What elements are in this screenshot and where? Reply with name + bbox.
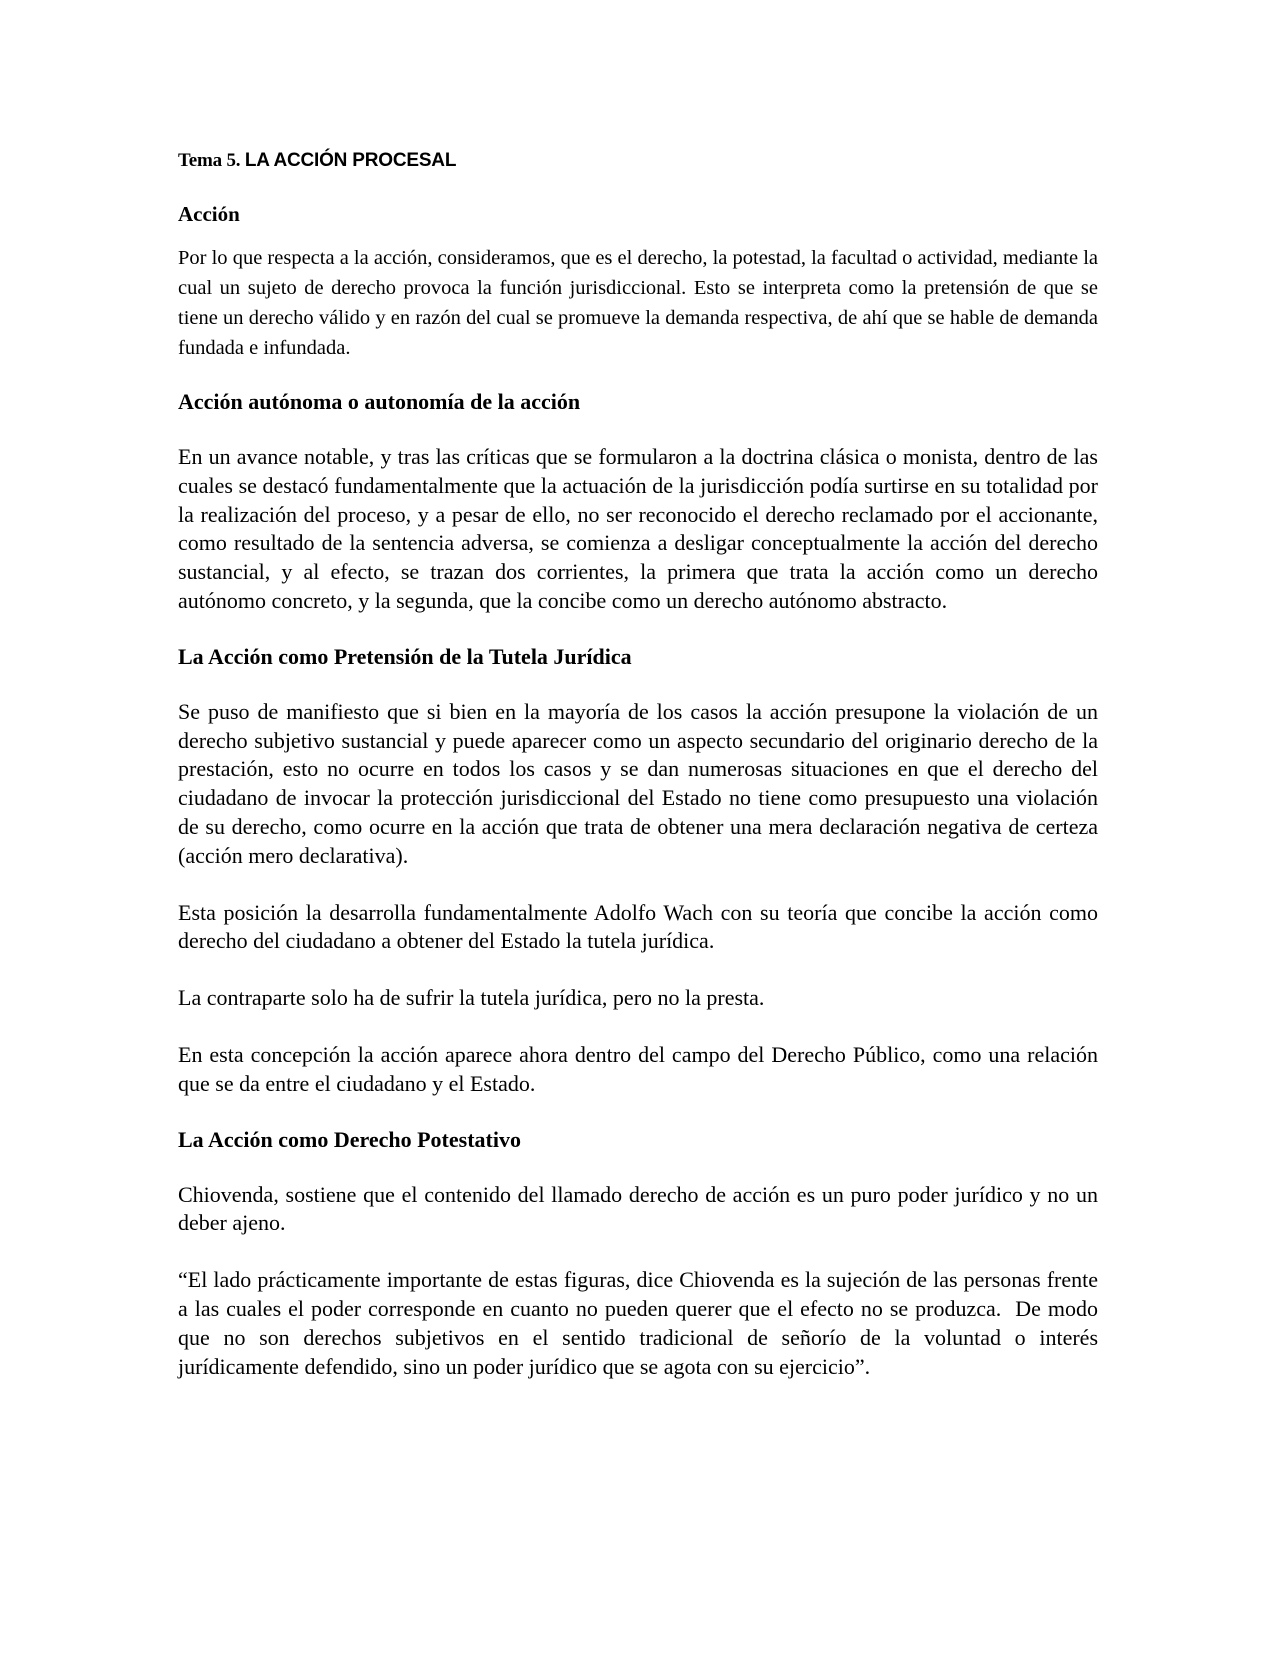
heading-derecho-potestativo: La Acción como Derecho Potestativo <box>178 1126 521 1152</box>
paragraph-potestativo-1: Chiovenda, sostiene que el contenido del llamado derecho de acción es un puro poder jurídico y no un deber ajeno. <box>178 1181 1098 1236</box>
title-main: LA ACCIÓN PROCESAL <box>244 150 457 171</box>
document-page <box>178 150 1104 1409</box>
heading-tutela-juridica: La Acción como Pretensión de la Tutela Jurídica <box>178 643 632 669</box>
paragraph-potestativo-2: “El lado prácticamente importante de estas figuras, dice Chiovenda es la sujeción de las personas frente a las cuales el poder corresponde en cuanto no pueden querer que el efecto no se produzca. De modo que no son derechos subjetivos en el sentido tradicional de señorío de la voluntad o interés jurídicamente defendido, sino un poder jurídico que se agota con su ejercicio”. <box>178 1267 1104 1379</box>
paragraph-tutela-3: La contraparte solo ha de sufrir la tutela jurídica, pero no la presta. <box>178 985 765 1011</box>
heading-accion: Acción <box>178 202 240 226</box>
document-title <box>178 150 1098 172</box>
paragraph-tutela-4: En esta concepción la acción aparece ahora dentro del campo del Derecho Público, como una relación que se da entre el ciudadano y el Estado. <box>178 1041 1098 1096</box>
heading-accion-autonoma: Acción autónoma o autonomía de la acción <box>178 389 581 414</box>
paragraph-accion-autonoma: En un avance notable, y tras las críticas que se formularon a la doctrina clásica o monista, dentro de las cuales se destacó fundamentalmente que la actuación de la jurisdicción podía surtirse en su totalidad por la realización del proceso, y a pesar de ello, no ser reconocido el derecho reclamado por el accionante, como resultado de la sentencia adversa, se comienza a desligar conceptualmente la acción del derecho sustancial, y al efecto, se trazan dos corrientes, la primera que trata la acción como un derecho autónomo concreto, y la segunda, que la concibe como un derecho autónomo abstracto. <box>178 444 1098 613</box>
paragraph-tutela-1: Se puso de manifiesto que si bien en la mayoría de los casos la acción presupone la violación de un derecho subjetivo sustancial y puede aparecer como un aspecto secundario del originario derecho de la prestación, esto no ocurre en todos los casos y se dan numerosas situaciones en que el derecho del ciudadano de invocar la protección jurisdiccional del Estado no tiene como presupuesto una violación de su derecho, como ocurre en la acción que trata de obtener una mera declaración negativa de certeza (acción mero declarativa). <box>178 698 1098 868</box>
paragraph-accion: Por lo que respecta a la acción, consideramos, que es el derecho, la potestad, la facultad o actividad, mediante la cual un sujeto de derecho provoca la función jurisdiccional. Esto se interpreta como la pretensión de que se tiene un derecho válido y en razón del cual se promueve la demanda respectiva, de ahí que se hable de demanda fundada e infundada. <box>178 247 1098 359</box>
title-prefix: Tema 5. <box>178 150 245 171</box>
paragraph-tutela-2: Esta posición la desarrolla fundamentalmente Adolfo Wach con su teoría que concibe la acción como derecho del ciudadano a obtener del Estado la tutela jurídica. <box>178 899 1098 954</box>
